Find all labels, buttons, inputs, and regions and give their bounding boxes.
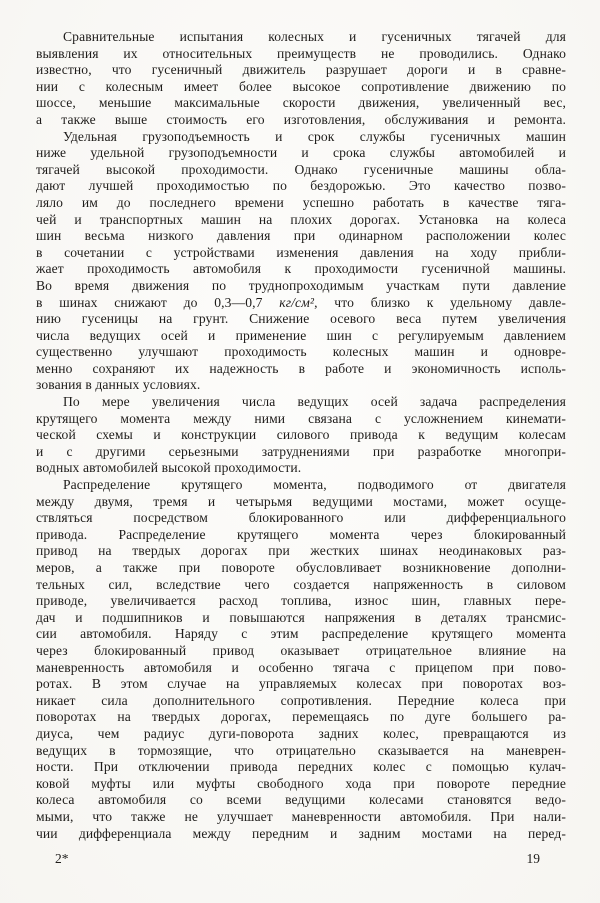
text-segment: привод на твердых дорогах при жестких шинах неодинаковых раз- bbox=[36, 543, 566, 559]
text-line bbox=[36, 195, 566, 212]
text-segment: ротах. В этом случае на управляемых колесах при поворотах воз- bbox=[36, 676, 566, 692]
signature-mark: 2* bbox=[55, 851, 69, 867]
text-line bbox=[36, 427, 566, 444]
text-segment: диуса, чем радиус дуги-поворота задних колес, превращаются из bbox=[36, 725, 566, 741]
text-segment: жает проходимость автомобиля к проходимости гусеничной машины. bbox=[36, 261, 566, 277]
text-segment: сии автомобиля. Наряду с этим распределение крутящего момента bbox=[36, 626, 566, 642]
text-segment: ниже удельной грузоподъемности и срока службы автомобилей и bbox=[36, 145, 566, 161]
text-line bbox=[36, 709, 566, 726]
page-number: 19 bbox=[526, 851, 540, 867]
text-line bbox=[36, 460, 566, 477]
text-segment: а также выше стоимость его изготовления, обслуживания и ремонта. bbox=[36, 111, 566, 127]
text-segment: колеса автомобиля со всеми ведущими колесами становятся ведо- bbox=[36, 792, 566, 808]
text-line bbox=[36, 79, 566, 96]
text-segment: мыми, что также не улучшает маневренности автомобиля. При нали- bbox=[36, 808, 566, 824]
text-line bbox=[36, 328, 566, 345]
text-line bbox=[36, 660, 566, 677]
text-segment: шоссе, меньшие максимальные скорости движения, увеличенный вес, bbox=[36, 95, 566, 111]
text-line bbox=[36, 29, 566, 46]
text-line bbox=[36, 145, 566, 162]
text-line bbox=[36, 759, 566, 776]
text-line bbox=[36, 311, 566, 328]
text-segment: менно сохраняют их надежность в работе и экономичность исполь- bbox=[36, 360, 566, 376]
text-segment: между двумя, тремя и четырьмя ведущими мостами, может осуще- bbox=[36, 493, 566, 509]
text-segment: ковой муфты или муфты свободного хода при повороте передние bbox=[36, 775, 566, 791]
text-line bbox=[36, 261, 566, 278]
text-segment: Удельная грузоподъемность и срок службы гусеничных машин bbox=[63, 128, 566, 144]
text-line bbox=[36, 776, 566, 793]
text-segment: и с другими серьезными затруднениями при разработке многопри- bbox=[36, 443, 566, 459]
text-segment: через блокированный привод оказывает отрицательное влияние на bbox=[36, 642, 566, 658]
text-line bbox=[36, 178, 566, 195]
text-segment: в сочетании с устройствами изменения давления на ходу прибли- bbox=[36, 244, 566, 260]
text-line bbox=[36, 560, 566, 577]
text-line bbox=[36, 46, 566, 63]
text-segment: дач и подшипников и повышаются напряжения в деталях трансмис- bbox=[36, 609, 566, 625]
text-line bbox=[36, 212, 566, 229]
text-line bbox=[36, 510, 566, 527]
text-segment: тягачей высокой проходимости. Однако гусеничные машины обла- bbox=[36, 161, 566, 177]
text-line bbox=[36, 792, 566, 809]
text-line bbox=[36, 112, 566, 129]
text-line bbox=[36, 643, 566, 660]
text-segment: существенно улучшают проходимость колесных машин и одновре- bbox=[36, 344, 566, 360]
text-segment: известно, что гусеничный движитель разрушает дороги и в сравне- bbox=[36, 62, 566, 78]
text-line bbox=[36, 826, 566, 843]
text-segment: привода. Распределение крутящего момента через блокированный bbox=[36, 526, 566, 542]
text-segment: ческой схемы и конструкции силового привода к ведущим колесам bbox=[36, 427, 566, 443]
text-segment: выявления их относительных преимуществ не проводились. Однако bbox=[36, 45, 566, 61]
paragraph bbox=[36, 129, 566, 395]
text-line bbox=[36, 411, 566, 428]
text-line bbox=[36, 477, 566, 494]
text-line bbox=[36, 344, 566, 361]
text-line bbox=[36, 361, 566, 378]
text-line bbox=[36, 394, 566, 411]
text-segment: никает сила дополнительного сопротивления. Передние колеса при bbox=[36, 692, 566, 708]
text-segment: чей и транспортных машин на плохих дорогах. Установка на колеса bbox=[36, 211, 566, 227]
text-line bbox=[36, 593, 566, 610]
text-segment: зования в данных условиях. bbox=[36, 377, 201, 393]
paragraph bbox=[36, 29, 566, 129]
text-line bbox=[36, 377, 566, 394]
text-segment: чии дифференциала между передним и задним мостами на перед- bbox=[36, 825, 566, 841]
text-segment: шин весьма низкого давления при одинарном расположении колес bbox=[36, 228, 566, 244]
text-line bbox=[36, 543, 566, 560]
text-segment: ствляться посредством блокированного или дифференциального bbox=[36, 510, 566, 526]
text-segment: тельных сил, вследствие чего создается напряженность в силовом bbox=[36, 576, 566, 592]
text-segment: ведущих в тормозящие, что отрицательно сказывается на маневрен- bbox=[36, 742, 566, 758]
text-line bbox=[36, 626, 566, 643]
text-line bbox=[36, 295, 566, 312]
text-segment: ляло им до последнего времени успешно работать в качестве тяга- bbox=[36, 194, 566, 210]
text-segment: По мере увеличения числа ведущих осей задача распределения bbox=[63, 394, 566, 410]
text-line bbox=[36, 95, 566, 112]
page-footer bbox=[36, 851, 566, 867]
text-segment: , что близко к удельному давле- bbox=[314, 294, 566, 310]
text-segment: в шинах снижают до 0,3—0,7 bbox=[36, 294, 280, 310]
text-line bbox=[36, 726, 566, 743]
text-line bbox=[36, 129, 566, 146]
text-line bbox=[36, 676, 566, 693]
page-body bbox=[36, 29, 566, 842]
text-line bbox=[36, 743, 566, 760]
text-line bbox=[36, 577, 566, 594]
text-segment: дают лучшей проходимостью по бездорожью. Это качество позво- bbox=[36, 178, 566, 194]
text-line bbox=[36, 228, 566, 245]
text-segment: ности. При отключении привода передних колес с помощью кулач- bbox=[36, 759, 566, 775]
text-segment: Распределение крутящего момента, подводимого от двигателя bbox=[63, 477, 566, 493]
text-segment: приводе, увеличивается расход топлива, износ шин, главных пере- bbox=[36, 593, 566, 609]
text-segment: поворотах на твердых дорогах, перемещаясь по дуге большего ра- bbox=[36, 709, 566, 725]
text-segment: нии с колесным имеет более высокое сопротивление движению по bbox=[36, 78, 566, 94]
unit-notation: кг/см² bbox=[279, 294, 315, 310]
text-segment: меров, а также при повороте обусловливает возникновение дополни- bbox=[36, 560, 566, 575]
text-line bbox=[36, 62, 566, 79]
text-segment: числа ведущих осей и применение шин с регулируемым давлением bbox=[36, 327, 566, 343]
text-line bbox=[36, 610, 566, 627]
text-line bbox=[36, 494, 566, 511]
text-line bbox=[36, 278, 566, 295]
text-line bbox=[36, 527, 566, 544]
text-segment: маневренность автомобиля и особенно тягача с прицепом при пово- bbox=[36, 659, 566, 675]
text-line bbox=[36, 809, 566, 826]
text-segment: Во время движения по труднопроходимым участкам пути давление bbox=[36, 277, 566, 293]
text-line bbox=[36, 444, 566, 461]
text-segment: крутящего момента между ними связана с усложнением кинемати- bbox=[36, 410, 566, 426]
text-line bbox=[36, 693, 566, 710]
text-segment: водных автомобилей высокой проходимости. bbox=[36, 460, 302, 476]
text-line bbox=[36, 245, 566, 262]
text-segment: нию гусеницы на грунт. Снижение осевого веса путем увеличения bbox=[36, 311, 566, 327]
text-segment: Сравнительные испытания колесных и гусеничных тягачей для bbox=[63, 29, 566, 44]
paragraph bbox=[36, 477, 566, 842]
paragraph bbox=[36, 394, 566, 477]
text-line bbox=[36, 162, 566, 179]
